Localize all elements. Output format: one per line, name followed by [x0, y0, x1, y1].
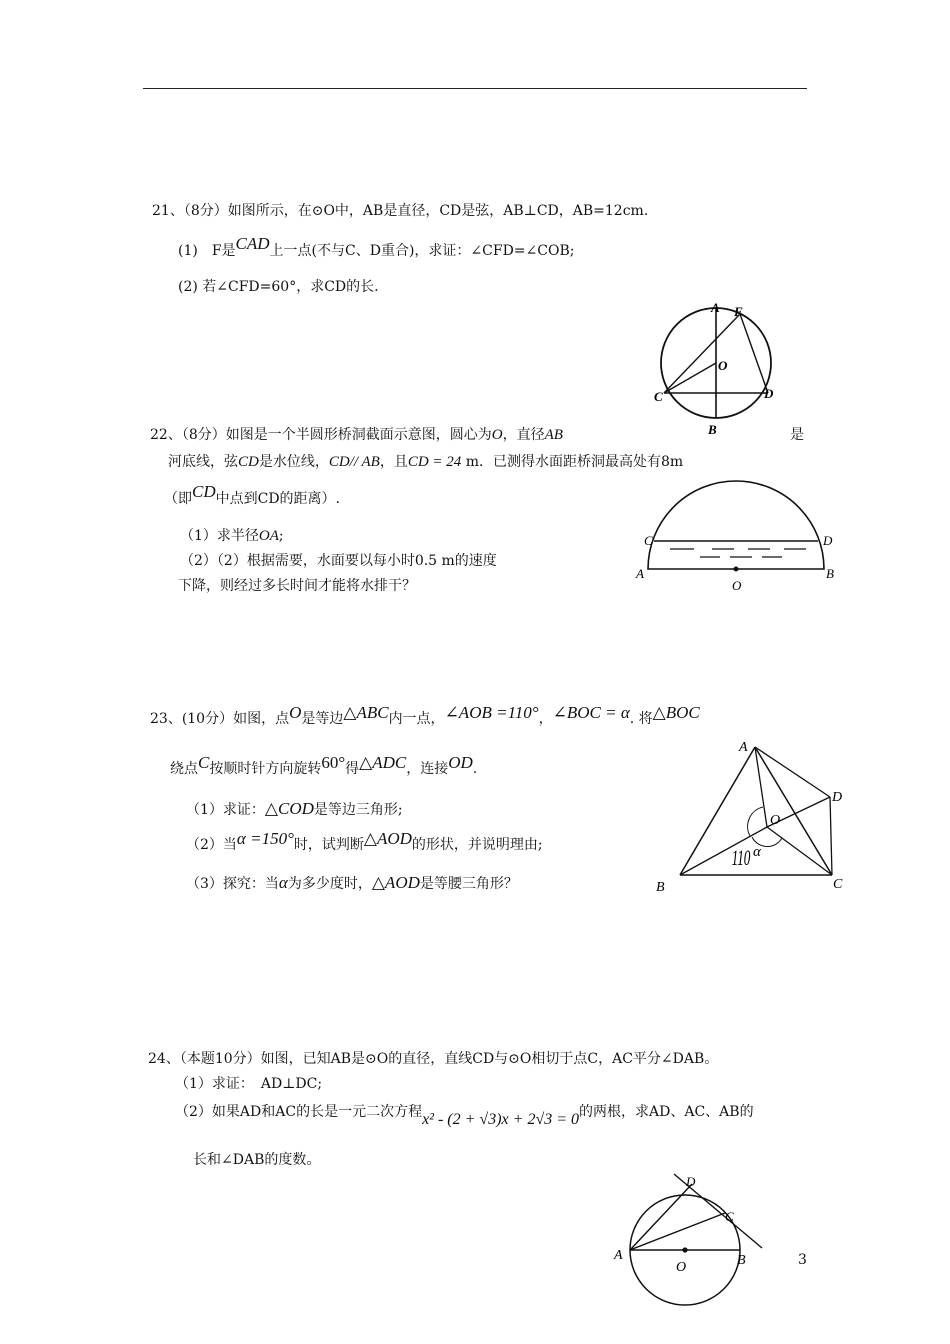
q21-segment-co	[664, 363, 716, 393]
q21-part1-prefix: (1) F是	[178, 243, 236, 259]
q23-triangle-cod: △COD	[264, 799, 314, 818]
q23-side-ac	[755, 747, 832, 875]
q23-triangle-aod-2: △AOD	[371, 873, 420, 892]
q22-part1	[180, 526, 284, 546]
q21-stem: 21、（8分）如图所示，在⊙O中，AB是直径，CD是弦，AB⊥CD，AB=12cm.	[152, 203, 649, 219]
q22-figure	[630, 480, 850, 595]
q22-radius-oa: OA	[258, 528, 279, 544]
q23-triangle-abc: △ABC	[343, 703, 389, 722]
q23-part3	[186, 873, 518, 894]
q23-part2-a: （2）当	[186, 837, 237, 853]
q24-label-c: C	[725, 1209, 734, 1224]
q21-label-a: A	[711, 300, 720, 315]
q24-center-dot	[682, 1247, 687, 1252]
q21-label-f: F	[734, 304, 743, 319]
q22-semicircle	[648, 481, 824, 569]
q22-line1-a: 22、（8分）如图是一个半圆形桥洞截面示意图，圆心为	[150, 427, 492, 443]
q22-label-d: D	[823, 533, 833, 548]
q21-arc-cad: CAD	[235, 234, 270, 253]
q22-line3-b: 中点到CD的距离）.	[215, 491, 341, 507]
q23-line1	[150, 703, 700, 729]
q22-diameter-ab: AB	[544, 427, 563, 443]
q22-label-o: O	[732, 578, 742, 593]
q23-point-c: C	[198, 753, 210, 772]
q23-line1-d: ，	[538, 711, 553, 727]
q24-segment-ac	[630, 1213, 725, 1250]
q22-label-b: B	[826, 566, 834, 581]
q24-figure	[610, 1170, 770, 1320]
q23-line2-e: .	[472, 761, 478, 777]
q23-part2-b: 时，试判断	[293, 837, 364, 853]
q22-line2-b: 是水位线，	[258, 454, 329, 470]
q23-angle-boc: ∠BOC = α	[552, 703, 630, 722]
q24-segment-ad	[630, 1184, 692, 1250]
q23-line1-b: 是等边	[301, 711, 344, 727]
q24-part2-b: 的两根，求AD、AC、AB的	[579, 1104, 754, 1120]
page-number: 3	[798, 1252, 807, 1268]
q22-line1-b: ，直径	[502, 427, 545, 443]
q23-line2	[170, 753, 478, 779]
q24-line1: 24、（本题10分）如图，已知AB是⊙O的直径，直线CD与⊙O相切于点C，AC平分∠DAB。	[148, 1051, 719, 1067]
q23-line1-e: . 将	[629, 711, 653, 727]
header-rule	[143, 88, 807, 89]
q21-label-o: O	[718, 358, 728, 373]
q23-line1-c: 内一点，	[388, 711, 445, 727]
q23-alpha-value: α =150°	[236, 829, 294, 848]
q22-center-dot	[734, 567, 739, 572]
q23-line2-a: 绕点	[170, 761, 198, 777]
q21-part1	[178, 234, 575, 261]
q24-part2-a: （2）如果AD和AC的长是一元二次方程	[175, 1104, 423, 1120]
q23-label-o: O	[770, 813, 781, 828]
q23-angle-arc	[748, 807, 763, 836]
q21-part2: (2) 若∠CFD=60°，求CD的长.	[178, 279, 379, 295]
q24-label-b: B	[737, 1253, 746, 1268]
q23-label-d: D	[832, 790, 843, 805]
q23-part3-b: 为多少度时，	[287, 876, 372, 892]
q24-part2-line2: 长和∠DAB的度数。	[193, 1152, 321, 1168]
q23-segment-ad	[755, 747, 830, 797]
q22-line1-end: 是	[790, 427, 804, 443]
q22-label-a: A	[636, 566, 644, 581]
q23-alpha: α	[278, 873, 288, 892]
q23-rotation-degree: 60°	[321, 753, 346, 772]
q24-part1: （1）求证： AD⊥DC;	[175, 1076, 323, 1092]
q24-part2	[175, 1102, 754, 1128]
q24-label-a: A	[614, 1248, 623, 1263]
q23-part2-c: 的形状，并说明理由;	[411, 837, 543, 853]
q22-line3-a: （即	[164, 491, 192, 507]
q23-line2-d: ，连接	[406, 761, 449, 777]
q23-triangle-boc: △BOC	[652, 703, 700, 722]
q23-label-c: C	[833, 877, 843, 892]
q23-part1-a: （1）求证：	[186, 802, 265, 818]
q22-label-c: C	[644, 533, 653, 548]
q22-chord-cd: CD	[238, 454, 259, 470]
q23-segment-dc	[830, 797, 832, 875]
q23-triangle-aod: △AOD	[363, 829, 412, 848]
q22-line3	[164, 482, 341, 509]
q22-center-o: O	[491, 427, 503, 443]
q22-part1-b: ;	[278, 528, 284, 544]
q22-parallel: CD// AB	[328, 454, 380, 470]
q22-part2-line2: 下降，则经过多长时间才能将水排干？	[178, 578, 416, 594]
q22-cd-length: CD = 24	[407, 454, 462, 470]
q23-figure	[650, 735, 850, 895]
q23-part1-b: 是等边三角形;	[313, 802, 403, 818]
q23-label-110: 110	[731, 845, 751, 870]
q22-line2	[168, 452, 683, 472]
q23-label-alpha: α	[753, 844, 761, 860]
q23-line1-a: 23、(10分）如图，点	[150, 711, 290, 727]
q21-figure	[650, 300, 780, 440]
q22-line2-d: m．已测得水面距桥洞最高处有8m	[461, 454, 684, 470]
q22-line1	[150, 425, 563, 445]
q23-line2-b: 按顺时针方向旋转	[209, 761, 322, 777]
q22-part2-line1: （2）（2）根据需要，水面要以每小时0.5 m的速度	[180, 553, 497, 569]
q23-part1	[186, 799, 403, 820]
q24-label-d: D	[686, 1174, 696, 1189]
q21-part1-suffix: 上一点(不与C、D重合)，求证：∠CFD=∠COB;	[269, 243, 575, 259]
q23-angle-aob: ∠AOB =110°	[444, 703, 539, 722]
q24-equation: x² - (2 + √3)x + 2√3 = 0	[422, 1111, 580, 1128]
q21-segment-fd	[740, 314, 768, 393]
q22-part1-a: （1）求半径	[180, 528, 259, 544]
q23-label-b: B	[656, 880, 665, 895]
q23-line2-c: 得	[345, 761, 360, 777]
q22-arc-cd: CD	[192, 482, 216, 501]
q21-label-b: B	[708, 422, 717, 437]
q21-label-d: D	[764, 386, 774, 401]
q23-segment-ao	[755, 747, 767, 827]
q24-label-o: O	[676, 1260, 687, 1275]
q23-part2	[186, 829, 543, 855]
q23-part3-a: （3）探究：当	[186, 876, 279, 892]
q22-line2-c: ，且	[379, 454, 408, 470]
q22-line2-a: 河底线，弦	[168, 454, 238, 470]
q21-label-c: C	[654, 389, 663, 404]
q23-segment-oc	[767, 827, 832, 875]
q23-part3-c: 是等腰三角形？	[419, 876, 518, 892]
q23-point-o: O	[289, 703, 302, 722]
q23-label-a: A	[739, 740, 748, 755]
q23-triangle-adc: △ADC	[359, 753, 407, 772]
q23-segment-od: OD	[448, 753, 473, 772]
